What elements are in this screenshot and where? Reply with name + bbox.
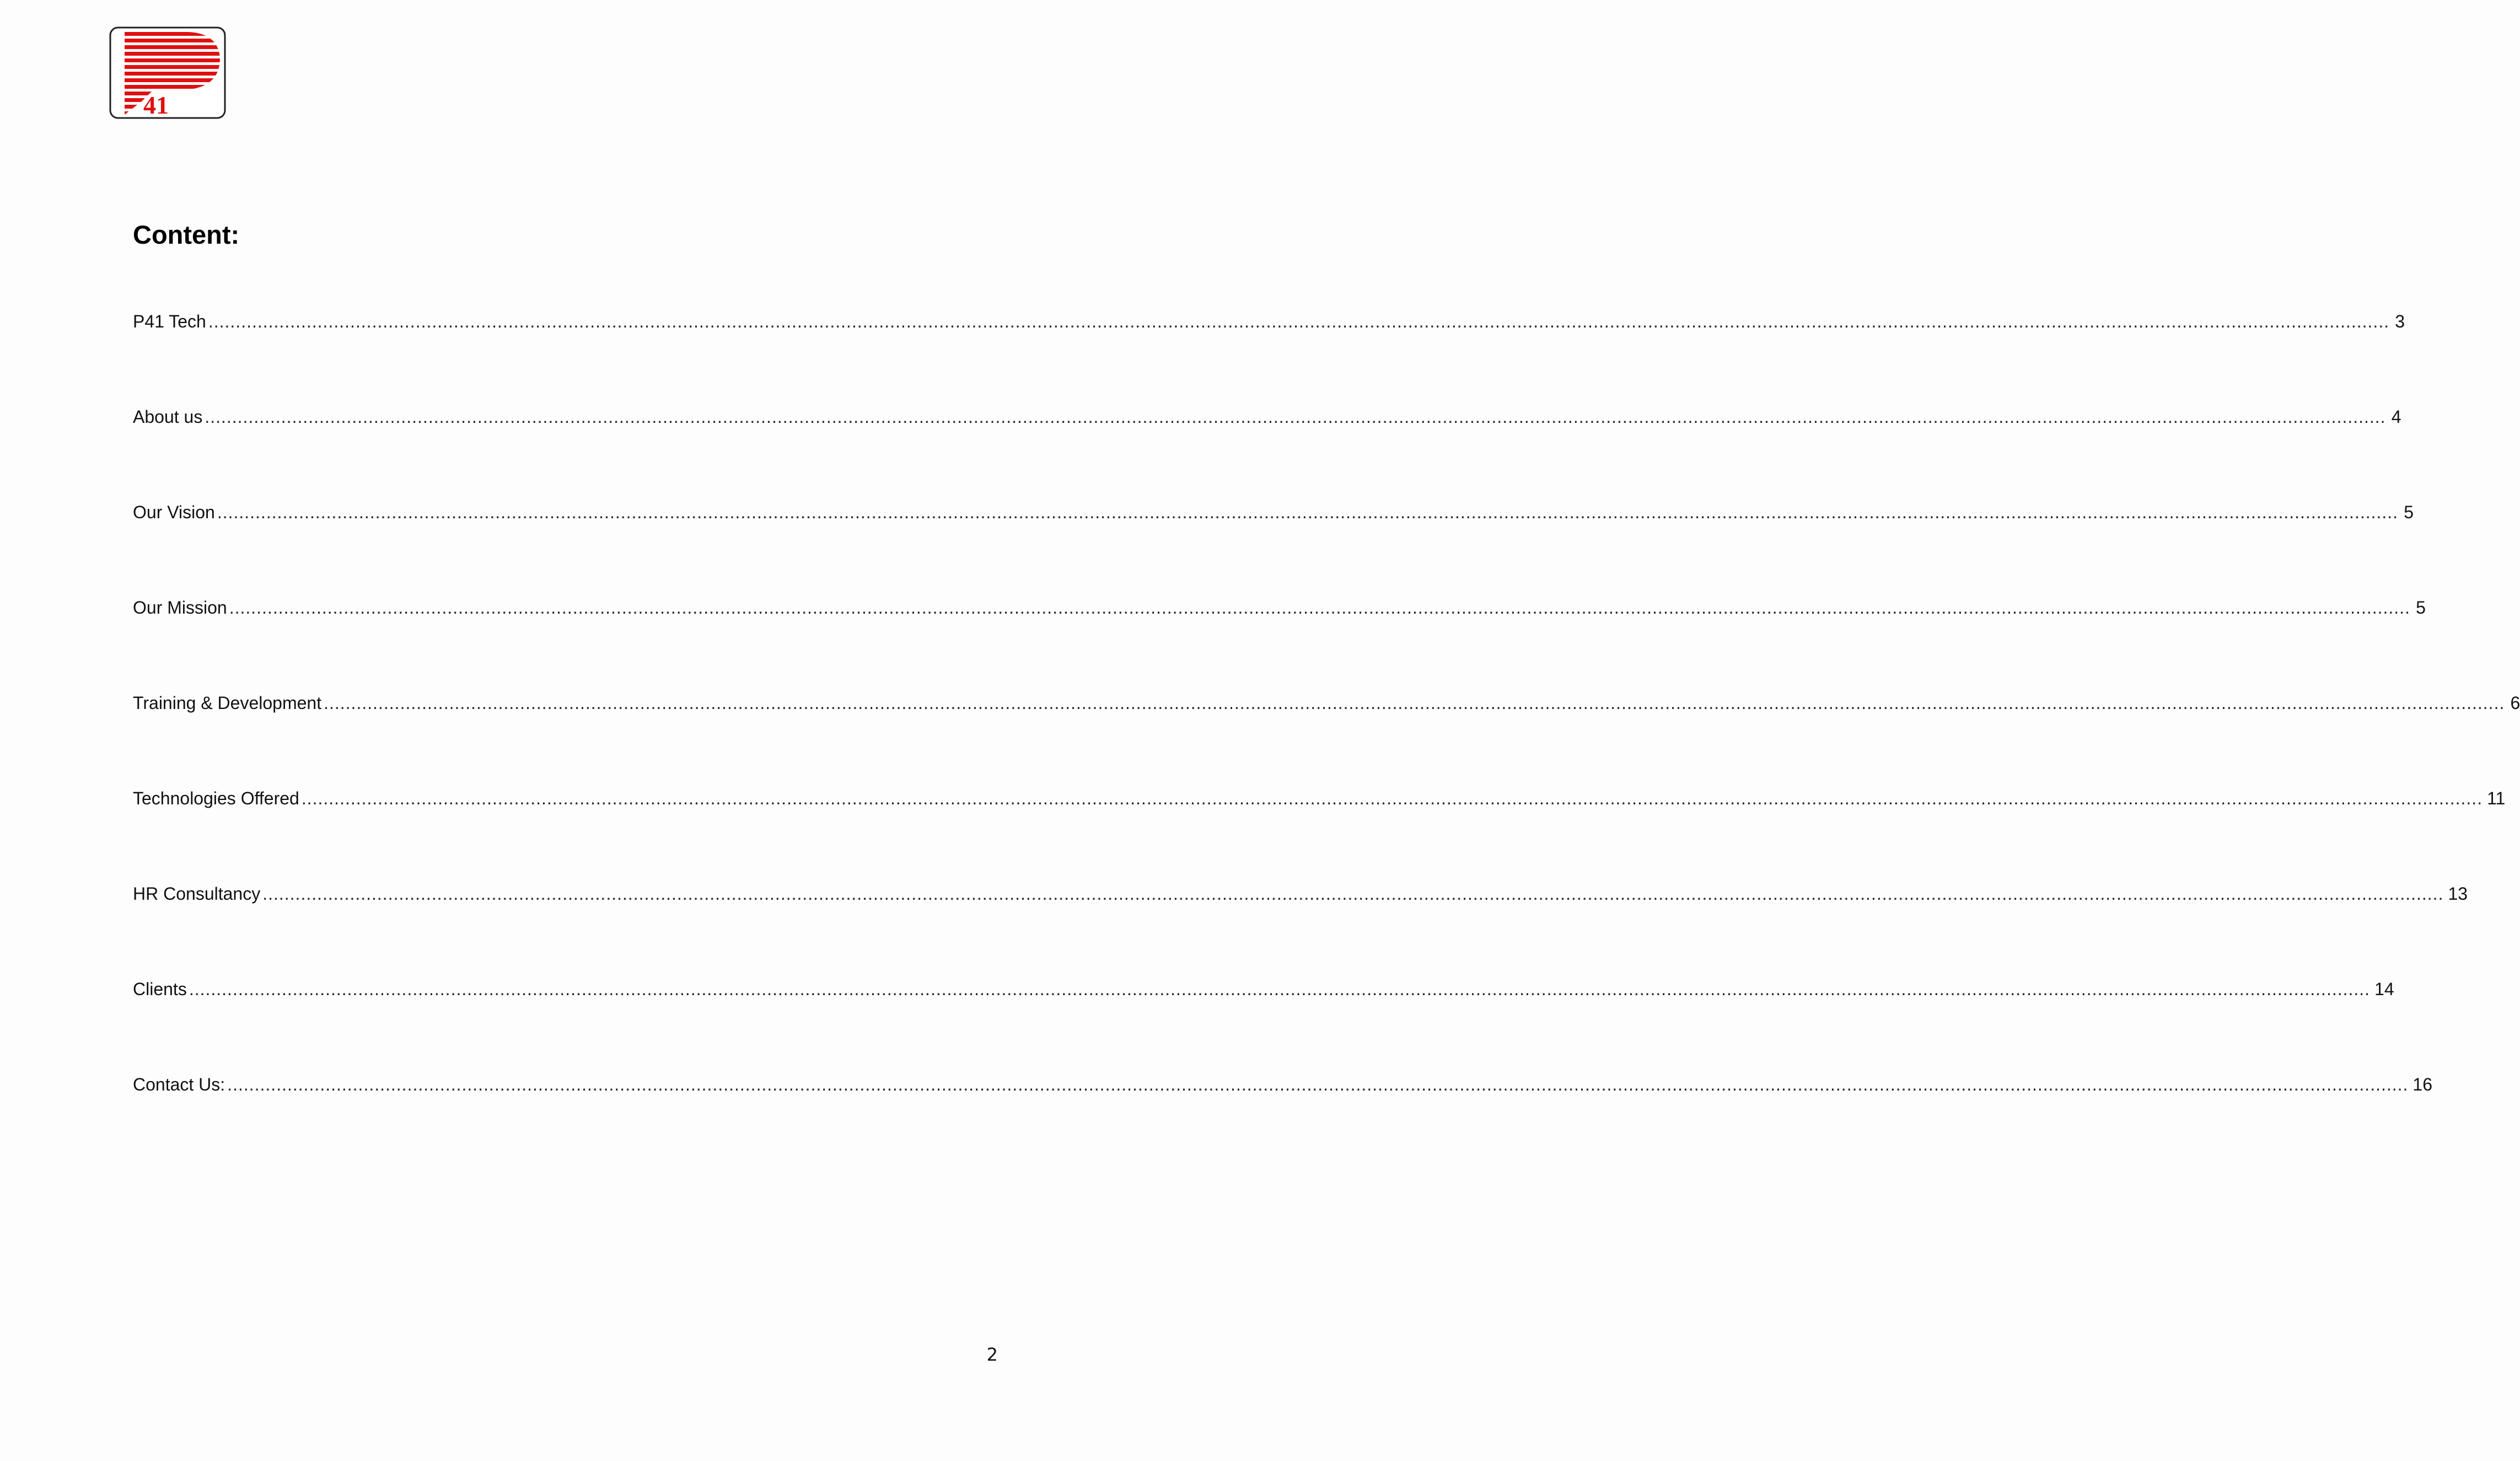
toc-page-number: 4 bbox=[2391, 407, 2401, 427]
toc-label: HR Consultancy bbox=[133, 884, 261, 904]
toc-page-number: 13 bbox=[2448, 884, 2468, 904]
toc-leader: ................................................................................................................................................................................................................................................................................................................................................................................................................ bbox=[301, 788, 2483, 808]
toc-page-number: 5 bbox=[2416, 598, 2426, 617]
toc-leader: ................................................................................................................................................................................................................................................................................................................................................................................................................ bbox=[262, 884, 2444, 904]
toc-entry-contact-us[interactable] bbox=[133, 1071, 2433, 1166]
toc-page-number: 5 bbox=[2404, 502, 2414, 522]
toc-page-number: 14 bbox=[2374, 979, 2394, 999]
toc-leader: ................................................................................................................................................................................................................................................................................................................................................................................................................ bbox=[205, 407, 2386, 427]
toc-leader: ................................................................................................................................................................................................................................................................................................................................................................................................................ bbox=[217, 502, 2399, 522]
page-number: 2 bbox=[986, 1344, 998, 1365]
toc-page-number: 11 bbox=[2487, 788, 2506, 808]
toc-leader: ................................................................................................................................................................................................................................................................................................................................................................................................................ bbox=[324, 693, 2505, 713]
toc-label: Our Vision bbox=[133, 502, 215, 522]
toc-entry-our-mission[interactable] bbox=[133, 594, 2426, 689]
p41-logo-icon bbox=[109, 26, 226, 119]
toc-label: Our Mission bbox=[133, 598, 227, 617]
toc-page-number: 3 bbox=[2395, 311, 2405, 331]
table-of-contents bbox=[133, 308, 2520, 1166]
contents-heading: Content: bbox=[133, 220, 240, 249]
toc-label: Technologies Offered bbox=[133, 788, 299, 808]
toc-label: P41 Tech bbox=[133, 311, 206, 331]
logo-text: 41 bbox=[143, 91, 169, 119]
toc-entry-clients[interactable] bbox=[133, 975, 2394, 1071]
toc-leader: ................................................................................................................................................................................................................................................................................................................................................................................................................ bbox=[189, 979, 2371, 999]
toc-label: Clients bbox=[133, 979, 187, 999]
toc-entry-training-development[interactable] bbox=[133, 689, 2520, 785]
toc-leader: ................................................................................................................................................................................................................................................................................................................................................................................................................ bbox=[229, 598, 2410, 617]
toc-entry-about-us[interactable] bbox=[133, 403, 2401, 498]
toc-page-number: 6 bbox=[2510, 693, 2520, 713]
toc-entry-technologies-offered[interactable] bbox=[133, 785, 2506, 880]
toc-leader: ................................................................................................................................................................................................................................................................................................................................................................................................................ bbox=[208, 311, 2390, 331]
toc-label: About us bbox=[133, 407, 203, 427]
toc-page-number: 16 bbox=[2412, 1075, 2433, 1094]
p41-logo bbox=[109, 26, 226, 119]
toc-entry-p41-tech[interactable] bbox=[133, 308, 2405, 403]
toc-label: Training & Development bbox=[133, 693, 322, 713]
toc-entry-our-vision[interactable] bbox=[133, 498, 2414, 594]
toc-entry-hr-consultancy[interactable] bbox=[133, 880, 2468, 975]
toc-label: Contact Us: bbox=[133, 1075, 225, 1094]
toc-leader: ................................................................................................................................................................................................................................................................................................................................................................................................................ bbox=[227, 1075, 2409, 1094]
